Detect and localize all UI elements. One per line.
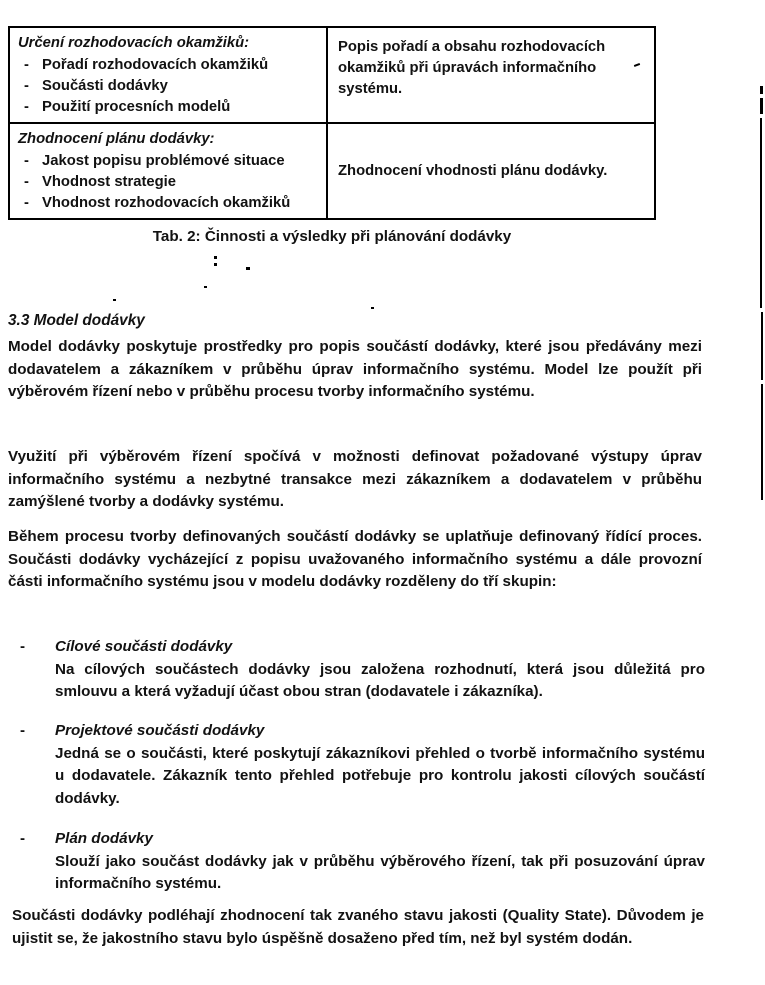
dash-marker: - [20, 830, 26, 847]
table-cell-activities [10, 28, 328, 122]
list-item-heading [8, 636, 705, 659]
dash-marker: - [24, 195, 29, 211]
dash-marker: - [24, 57, 29, 73]
section-heading: 3.3 Model dodávky [8, 312, 145, 329]
table-list-item-label: Součásti dodávky [42, 78, 168, 94]
table-list-item [18, 76, 322, 97]
list-item [8, 636, 705, 704]
dash-marker: - [20, 638, 26, 655]
table-result-text: Zhodnocení vhodnosti plánu dodávky. [338, 163, 608, 179]
paragraph: Využití při výběrovém řízení spočívá v možnosti definovat požadované výstupy úprav informačního systému a nezbytné transakce mezi zákazníkem a dodavatelem v průběhu zamýšlené tvorby a dodávky systému. [8, 448, 702, 510]
table-list-item-label: Vhodnost strategie [42, 174, 177, 190]
table-cell-result [328, 28, 654, 122]
table-list-item-label: Pořadí rozhodovacích okamžiků [42, 57, 269, 73]
scan-speck [371, 307, 374, 309]
scan-speck [113, 299, 116, 301]
list-item-heading [8, 720, 705, 743]
table-list-item [18, 55, 322, 76]
scan-artifact-edge-line [760, 98, 763, 114]
scan-artifact-edge-line [761, 384, 763, 500]
table-list-item [18, 97, 322, 118]
table-list-item-label: Použití procesních modelů [42, 99, 231, 115]
table-list-item [18, 151, 322, 172]
list-item-body: Jedná se o součásti, které poskytují zákazníkovi přehled o tvorbě informačního systému u dodavatele. Zákazník tento přehled potřebuje pro kontrolu jakosti cílových součástí dodávky. [55, 744, 705, 807]
dash-marker: - [20, 722, 26, 739]
paragraph: Model dodávky poskytuje prostředky pro popis součástí dodávky, které jsou předávány mezi dodavatelem a zákazníkem v průběhu úprav informačního systému. Model lze použít při výběrovém řízení nebo v průběhu procesu tvorby informačního systému. [8, 338, 702, 400]
scan-speck [246, 267, 250, 270]
scan-speck [214, 263, 217, 266]
table-list-item-label: Vhodnost rozhodovacích okamžiků [42, 195, 291, 211]
table-row [10, 124, 654, 218]
paragraph: Součásti dodávky podléhají zhodnocení tak zvaného stavu jakosti (Quality State). Důvodem je ujistit se, že jakostního stavu bylo úspěšně dosaženo před tím, než byl systém dodán. [12, 907, 704, 947]
dash-marker: - [24, 78, 29, 94]
scan-artifact-edge-line [760, 118, 762, 308]
scan-artifact-edge-line [760, 86, 763, 94]
list-item-title: Cílové součásti dodávky [55, 638, 233, 655]
table-cell-activities [10, 124, 328, 218]
list-item-body: Na cílových součástech dodávky jsou založena rozhodnutí, která jsou důležitá pro smlouvu a která vyžadují účast obou stran (dodavatele i zákazníka). [55, 660, 705, 700]
dash-marker: - [24, 153, 29, 169]
list-item [8, 720, 705, 810]
list-item-title: Plán dodávky [55, 830, 153, 847]
dash-marker: - [24, 99, 29, 115]
list-item-title: Projektové součásti dodávky [55, 722, 265, 739]
table-row [10, 28, 654, 124]
scan-artifact-edge-line [761, 312, 763, 380]
table-list-item [18, 193, 322, 214]
scan-speck [204, 286, 207, 288]
table-cell-title: Určení rozhodovacích okamžiků: [18, 35, 250, 51]
table-list-item-label: Jakost popisu problémové situace [42, 153, 285, 169]
table-result-text: Popis pořadí a obsahu rozhodovacích okamžiků při úpravách informačního systému. [338, 39, 606, 97]
table-list-item [18, 172, 322, 193]
paragraph: Během procesu tvorby definovaných součástí dodávky se uplatňuje definovaný řídící proces. Součásti dodávky vycházející z popisu uvažovaného informačního systému a dále provozní části informačního systému jsou v modelu dodávky rozděleny do tří skupin: [8, 528, 702, 590]
table-cell-title: Zhodnocení plánu dodávky: [18, 131, 215, 147]
list-item-body: Slouží jako součást dodávky jak v průběhu výběrového řízení, tak při posuzování úprav informačního systému. [55, 852, 705, 892]
table-caption: Tab. 2: Činnosti a výsledky při plánování dodávky [152, 228, 512, 245]
dash-marker: - [24, 174, 29, 190]
scan-speck [214, 256, 217, 259]
list-item-heading [8, 828, 705, 851]
list-item [8, 828, 705, 896]
activities-results-table [8, 26, 656, 220]
table-cell-result [328, 124, 654, 218]
